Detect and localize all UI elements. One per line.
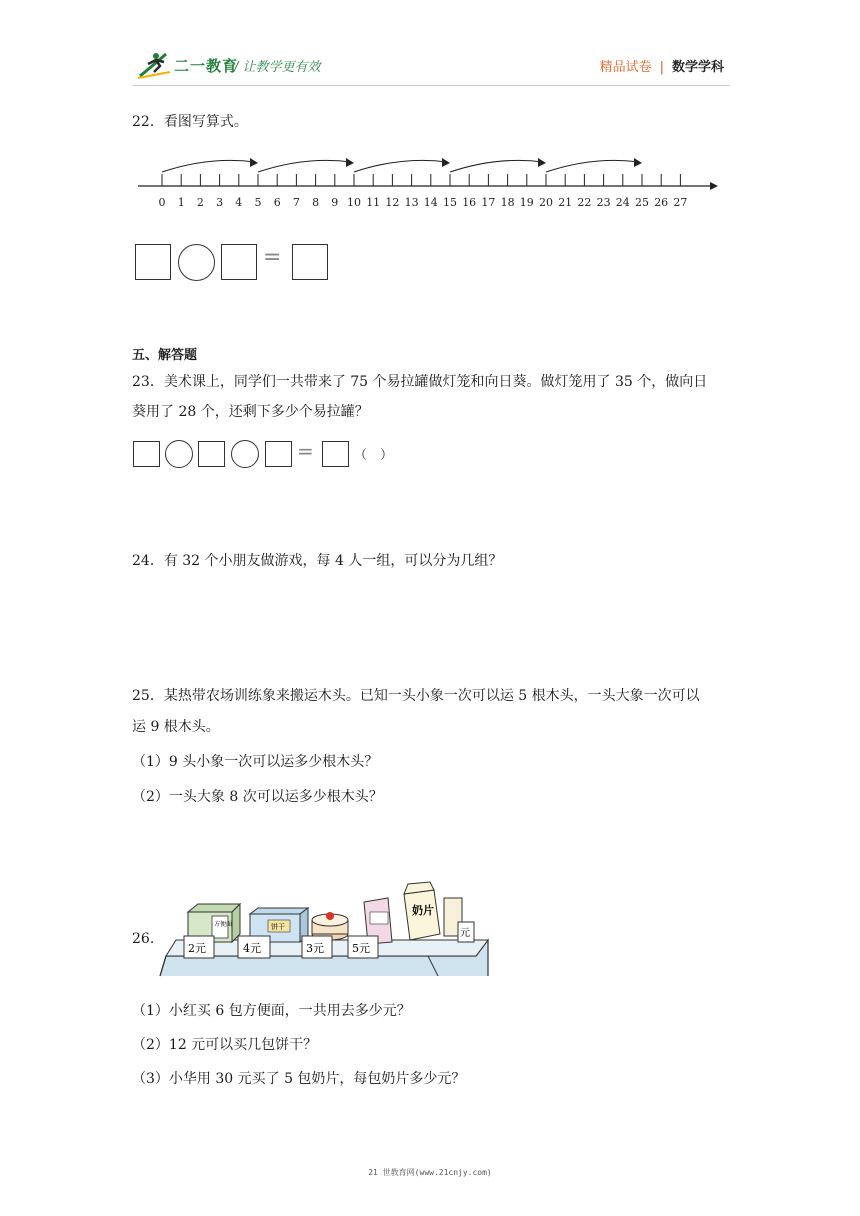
q26-sub1: （1）小红买 6 包方便面，一共用去多少元？ (132, 1003, 411, 1019)
price-milk: 元 (460, 928, 470, 939)
q23-operator-circle-1[interactable] (165, 440, 193, 468)
slogan: / 让教学更有效 (234, 60, 321, 75)
noodle-label: 方便面 (214, 921, 233, 928)
paper-tag: 精品试卷 (599, 60, 652, 75)
tick-label: 23 (596, 196, 611, 209)
tick-label: 13 (404, 196, 419, 209)
tick-label: 20 (539, 196, 553, 209)
tick-label: 5 (254, 196, 262, 209)
tick-label: 7 (292, 196, 300, 209)
q23-line1: 23．美术课上，同学们一共带来了 75 个易拉罐做灯笼和向日葵。做灯笼用了 35 个，做向日 (132, 374, 708, 390)
jump-arc (258, 160, 351, 172)
tick-label: 18 (500, 196, 515, 209)
jump-arc (162, 160, 255, 172)
tick-label: 17 (481, 196, 496, 209)
q26-sub3: （3）小华用 30 元买了 5 包奶片，每包奶片多少元？ (132, 1071, 466, 1087)
q22-text: 22．看图写算式。 (132, 114, 248, 130)
q23-answer-box-4[interactable] (322, 441, 349, 467)
jump-arrowhead-icon (442, 158, 450, 167)
price-biscuits: 4元 (243, 942, 261, 955)
milk-label: 奶片 (412, 904, 434, 917)
tick-label: 19 (519, 196, 534, 209)
jump-arrowhead-icon (538, 158, 546, 167)
q25-sub2: （2）一头大象 8 次可以运多少根木头？ (132, 789, 383, 805)
jump-arc (546, 160, 639, 172)
jump-arc (450, 160, 543, 172)
tick-label: 22 (577, 196, 592, 209)
q23-answer-box-2[interactable] (198, 441, 225, 467)
tick-label: 8 (312, 196, 320, 209)
tick-label: 27 (673, 196, 688, 209)
tick-label: 15 (443, 196, 457, 209)
jump-arrowhead-icon (346, 158, 354, 167)
q22-answer-box-3[interactable] (292, 244, 328, 280)
q23-equals: = (297, 439, 314, 463)
jump-arrowhead-icon (250, 158, 258, 167)
header-divider (132, 85, 730, 86)
milk-tablet-bag-icon (404, 882, 462, 940)
q25-line2: 运 9 根木头。 (132, 719, 220, 735)
q23-line2: 葵用了 28 个，还剩下多少个易拉罐？ (132, 404, 369, 420)
q26-number: 26. (132, 931, 155, 947)
tick-label: 25 (635, 196, 649, 209)
subject-label: 数学学科 (671, 60, 724, 75)
jump-arc (354, 160, 447, 172)
header-separator: | (659, 60, 664, 75)
tick-label: 12 (385, 196, 400, 209)
q25-sub1: （1）9 头小象一次可以运多少根木头？ (132, 754, 379, 770)
q22-equals: = (263, 245, 282, 270)
price-noodles: 2元 (188, 942, 206, 955)
price-cake: 3元 (306, 942, 324, 955)
q26-sub2: （2）12 元可以买几包饼干？ (132, 1037, 318, 1053)
tick-label: 11 (366, 196, 381, 209)
shop-shelf-illustration (158, 878, 490, 978)
tick-label: 9 (331, 196, 339, 209)
biscuit-label: 饼干 (271, 923, 285, 931)
tick-label: 14 (423, 196, 438, 209)
footer-text: 21 世教育网(www.21cnjy.com) (368, 1168, 492, 1177)
q22-answer-box-1[interactable] (135, 244, 171, 280)
header-right (600, 56, 724, 75)
number-line-arrow-icon (710, 182, 718, 190)
q23-operator-circle-2[interactable] (231, 440, 259, 468)
tick-label: 24 (615, 196, 630, 209)
tick-label: 16 (462, 196, 477, 209)
price-bread: 5元 (352, 942, 370, 955)
tick-label: 3 (216, 196, 224, 209)
number-line (130, 150, 730, 216)
tick-label: 10 (347, 196, 361, 209)
tick-label: 26 (654, 196, 669, 209)
tick-label: 0 (158, 196, 166, 209)
section-title: 五、解答题 (132, 348, 198, 363)
tick-label: 2 (196, 196, 204, 209)
q23-answer-box-3[interactable] (265, 441, 292, 467)
q23-answer-box-1[interactable] (133, 441, 160, 467)
tick-label: 4 (235, 196, 243, 209)
tick-label: 6 (273, 196, 281, 209)
logo-text: 二一教育 (174, 57, 239, 75)
q25-line1: 25．某热带农场训练象来搬运木头。已知一头小象一次可以运 5 根木头，一头大象一次可以 (132, 688, 700, 704)
q22-answer-box-2[interactable] (221, 244, 257, 280)
header-logo (136, 50, 366, 82)
runner-logo-icon (136, 50, 172, 80)
q22-operator-circle[interactable] (178, 244, 215, 281)
q23-unit-paren: （ ） (354, 448, 394, 463)
jump-arrowhead-icon (634, 158, 642, 167)
tick-label: 21 (558, 196, 573, 209)
tick-label: 1 (177, 196, 185, 209)
q24-text: 24．有 32 个小朋友做游戏，每 4 人一组，可以分为几组？ (132, 553, 503, 569)
